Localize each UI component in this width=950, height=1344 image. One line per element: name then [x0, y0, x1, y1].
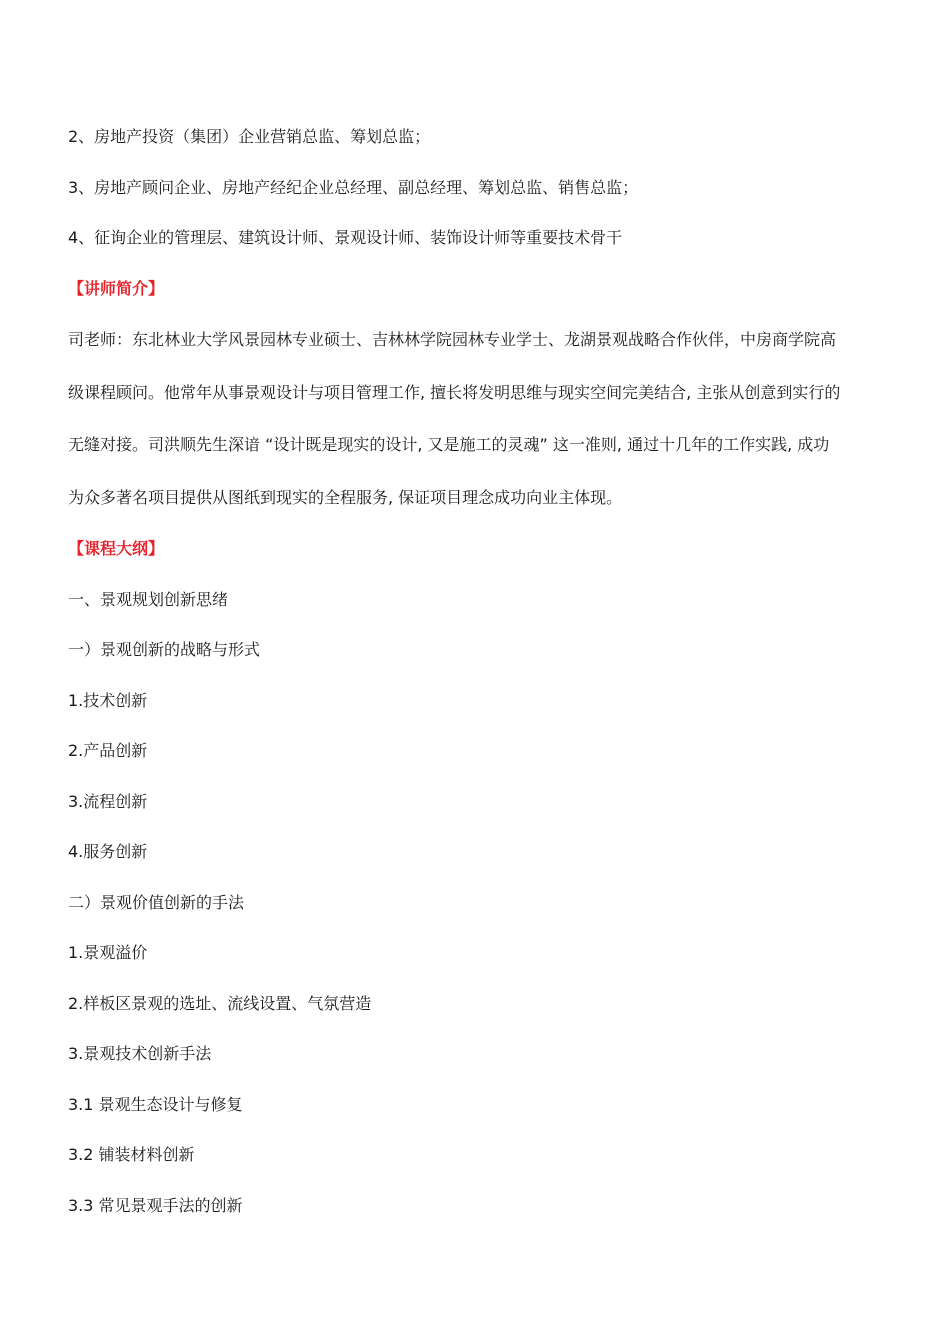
instructor-heading: 【讲师简介】: [68, 278, 165, 298]
bio-line: 无缝对接。司洪顺先生深谙 “设计既是现实的设计, 又是施工的灵魂” 这一准则, 通过十几年的工作实践, 成功: [68, 435, 830, 454]
outline-item: 一）景观创新的战略与形式: [68, 640, 261, 659]
outline-item: 3.3 常见景观手法的创新: [68, 1195, 243, 1215]
bio-line: 为众多著名项目提供从图纸到现实的全程服务, 保证项目理念成功向业主体现。: [68, 487, 623, 507]
outline-item: 1.技术创新: [68, 690, 148, 710]
outline-item: 2.样板区景观的选址、流线设置、气氛营造: [68, 993, 372, 1013]
outline-item: 3.2 铺装材料创新: [68, 1145, 195, 1164]
outline-item: 4.服务创新: [68, 842, 148, 861]
outline-item: 3.流程创新: [68, 791, 148, 811]
bio-line: 级课程顾问。他常年从事景观设计与项目管理工作, 擅长将发明思维与现实空间完美结合, 主张从创意到实行的: [68, 382, 841, 402]
instructor-bio: [68, 314, 880, 524]
outline-item: 二）景观价值创新的手法: [68, 892, 245, 912]
outline-item: 2.产品创新: [68, 741, 148, 760]
outline-item: 3.1 景观生态设计与修复: [68, 1094, 243, 1114]
outline-item: 一、景观规划创新思绪: [68, 589, 229, 609]
audience-item: 2、房地产投资（集团）企业营销总监、筹划总监；: [68, 127, 431, 146]
outline-item: 3.景观技术创新手法: [68, 1044, 212, 1063]
document-page: [68, 112, 880, 1231]
bio-line: 司老师：东北林业大学风景园林专业硕士、吉林林学院园林专业学士、龙湖景观战略合作伙伴，中房商学院高: [68, 330, 837, 349]
audience-item: 3、房地产顾问企业、房地产经纪企业总经理、副总经理、筹划总监、销售总监；: [68, 177, 639, 197]
audience-item: 4、征询企业的管理层、建筑设计师、景观设计师、装饰设计师等重要技术骨干: [68, 228, 623, 247]
outline-heading: 【课程大纲】: [68, 539, 165, 558]
outline-item: 1.景观溢价: [68, 943, 148, 962]
